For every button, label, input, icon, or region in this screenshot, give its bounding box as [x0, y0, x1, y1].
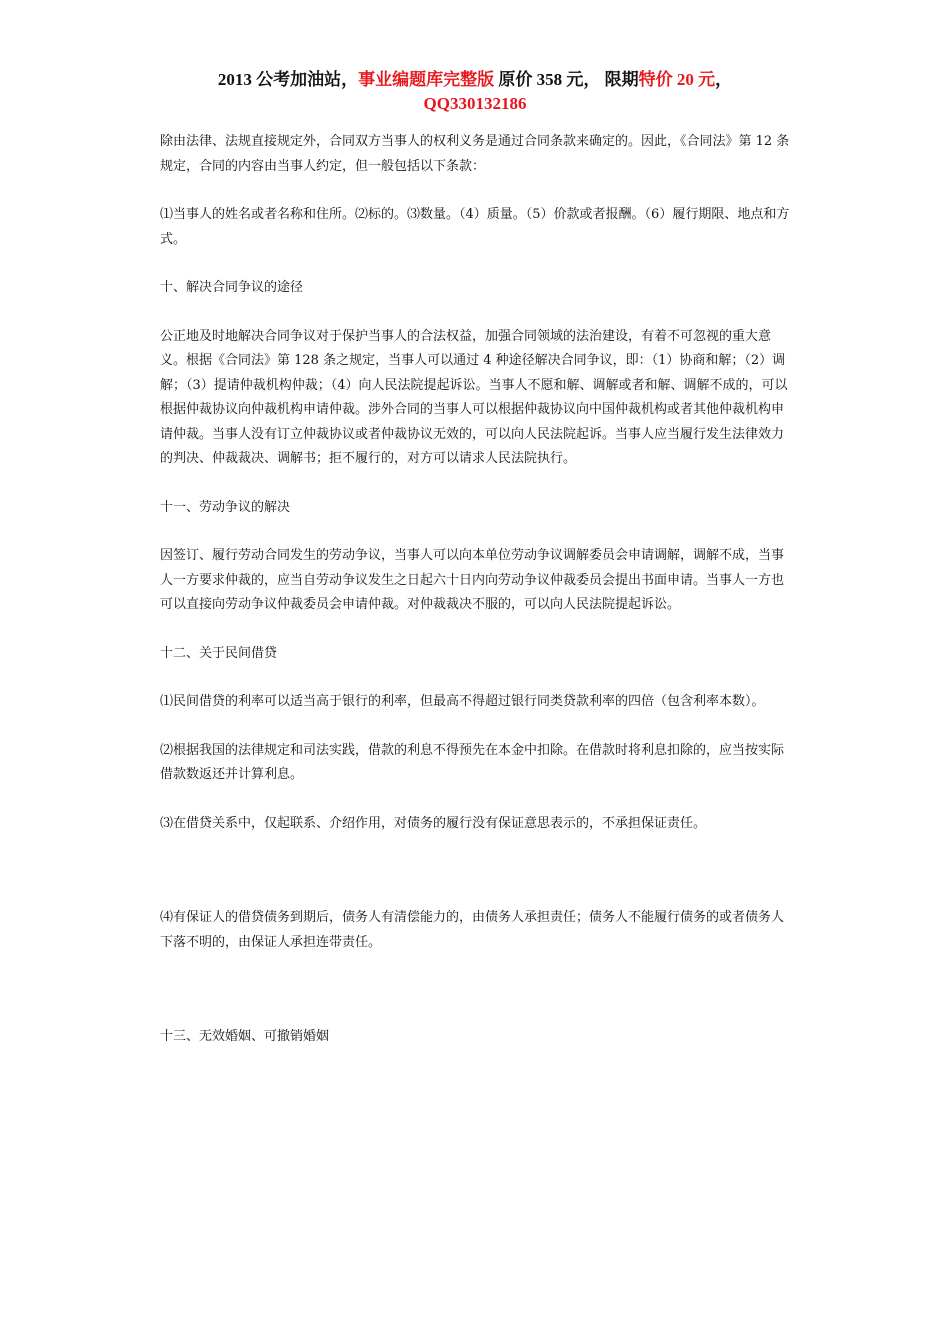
paragraph-lending-4: ⑷有保证人的借贷债务到期后，债务人有清偿能力的，由债务人承担责任；债务人不能履行债务的或者债务人下落不明的，由保证人承担连带责任。 — [160, 910, 785, 950]
paragraph-labor-disputes: 因签订、履行劳动合同发生的劳动争议，当事人可以向本单位劳动争议调解委员会申请调解，调解不成，当事人一方要求仲裁的，应当自劳动争议发生之日起六十日内向劳动争议仲裁委员会提出书面申请。当事人一方也可以直接向劳动争议仲裁委员会申请仲裁。对仲裁裁决不服的，可以向人民法院提起诉讼。 — [160, 548, 785, 612]
header-line-1 — [0, 68, 950, 92]
header-special-price: 特价 20 元 — [638, 70, 716, 89]
section-heading-13: 十三、无效婚姻、可撤销婚姻 — [160, 1029, 330, 1044]
paragraph-contract-terms-intro: 除由法律、法规直接规定外，合同双方当事人的权利义务是通过合同条款来确定的。因此，《合同法》第 12 条规定，合同的内容由当事人约定，但一般包括以下条款： — [160, 134, 790, 174]
page-header — [0, 68, 950, 116]
paragraph-lending-3: ⑶在借贷关系中，仅起联系、介绍作用，对债务的履行没有保证意思表示的，不承担保证责任。 — [160, 815, 707, 831]
header-product-name: 事业编题库完整版 — [358, 70, 495, 89]
section-heading-10: 十、解决合同争议的途径 — [160, 280, 304, 295]
document-body — [160, 130, 796, 1050]
section-heading-11: 十一、劳动争议的解决 — [160, 499, 291, 515]
paragraph-lending-1: ⑴民间借贷的利率可以适当高于银行的利率，但最高不得超过银行同类贷款利率的四倍（包含利率本数）。 — [160, 694, 765, 709]
header-comma: ， — [715, 70, 733, 89]
header-qq: QQ330132186 — [423, 94, 527, 113]
header-text-1: 2013 公考加油站， — [217, 70, 359, 89]
paragraph-contract-disputes: 公正地及时地解决合同争议对于保护当事人的合法权益，加强合同领域的法治建设，有着不可忽视的重大意义。根据《合同法》第 128 条之规定，当事人可以通过 4 种途径解决合同争议，即：（1）协商和解；（2）调解；（3）提请仲裁机构仲裁；（4）向人民法院提起诉讼。当事人不愿和解、调解或者和解、调解不成的，可以根据仲裁协议向仲裁机构申请仲裁。涉外合同的当事人可以根据仲裁协议向中国仲裁机构或者其他仲裁机构申请仲裁。当事人没有订立仲裁协议或者仲裁协议无效的，可以向人民法院起诉。当事人应当履行发生法律效力的判决、仲裁裁决、调解书；拒不履行的，对方可以请求人民法院执行。 — [160, 328, 788, 466]
paragraph-lending-2: ⑵根据我国的法律规定和司法实践，借款的利息不得预先在本金中扣除。在借款时将利息扣除的，应当按实际借款数返还并计算利息。 — [160, 742, 785, 782]
section-heading-12: 十二、关于民间借贷 — [160, 645, 278, 661]
paragraph-contract-terms-list: ⑴当事人的姓名或者名称和住所。⑵标的。⑶数量。（4）质量。（5）价款或者报酬。（6）履行期限、地点和方式。 — [160, 207, 790, 247]
header-original-price: 原价 358 元， 限期 — [494, 70, 639, 89]
